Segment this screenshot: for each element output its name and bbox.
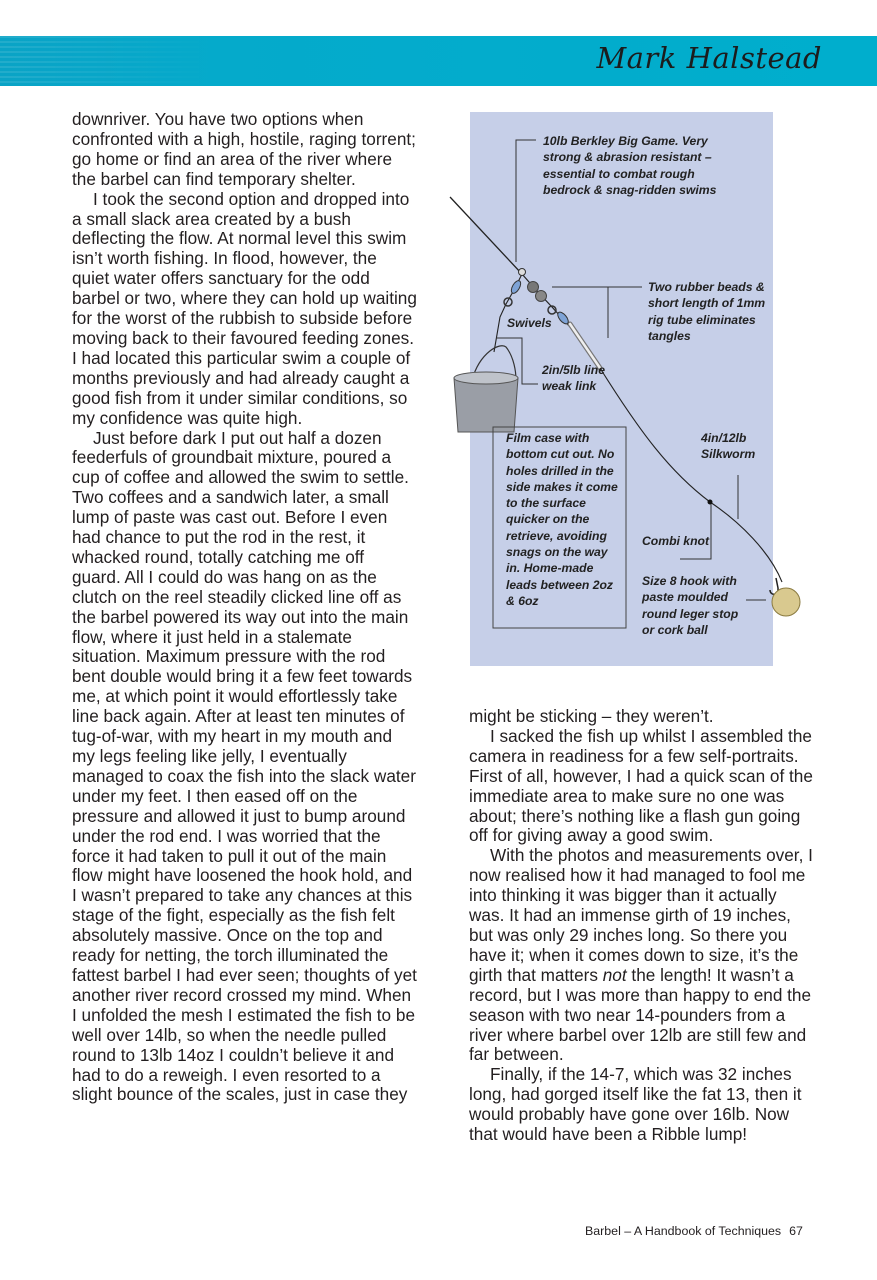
label-film-case: Film case with bottom cut out. No holes drilled in the side makes it come to the surface quicker on the retrieve, avoiding snags on the way in. Home-made leads between 2oz & 6oz [506, 431, 618, 608]
label-hook: Size 8 hook with paste moulded round leger stop or cork ball [642, 574, 739, 637]
emphasis-text: not [602, 964, 627, 985]
book-title: Barbel – A Handbook of Techniques [585, 1224, 782, 1238]
right-text-column [469, 707, 814, 1145]
paragraph: Just before dark I put out half a dozen feederfuls of groundbait mixture, poured a cup of coffee and allowed the swim to settle. Two coffees and a sandwich later, a small lump of paste was cast out. Before I even had chance to put the rod in the rest, it whacked round, totally catching me off guard. All I could do was hang on as the clutch on the reel steadily clicked line off as the barbel powered its way out into the main flow, where it just held in a stalemate situation. Maximum pressure with the rod bent double would bring it a few feet towards me, at which point it would effortlessly take line back again. After at least ten minutes of tug-of-war, with my heart in my mouth and my legs feeling like jelly, I eventually managed to coax the fish into the slack water under my feet. I then eased off on the pressure and allowed it just to bump around under the rod end. I was worried that the force it had taken to pull it out of the main flow might have loosened the hook hold, and I wasn’t prepared to take any chances at this stage of the fight, especially as the fish felt absolutely massive. Once on the top and ready for netting, the torch illuminated the fattest barbel I had ever seen; thoughts of yet another river record crossed my mind. When I unfolded the mesh I estimated the fish to be well over 14lb, so when the needle pulled round to 13lb 14oz I couldn’t believe it and had to do a reweigh. I even resorted to a slight bounce of the scales, just in case they [72, 427, 417, 1105]
label-combi-knot: Combi knot [642, 534, 710, 548]
paragraph [469, 846, 814, 1065]
rig-diagram [470, 112, 773, 666]
banner-stripes [0, 36, 220, 86]
label-swivels: Swivels [507, 316, 552, 330]
label-hooklink: 4in/12lb Silkworm [701, 431, 756, 462]
author-name: Mark Halstead [596, 41, 822, 75]
label-beads: Two rubber beads & short length of 1mm rig tube eliminates tangles [648, 280, 766, 343]
paragraph: might be sticking – they weren’t. [469, 706, 714, 726]
paragraph: I sacked the fish up whilst I assembled the camera in readiness for a few self-portraits. First of all, however, I had a quick scan of the immediate area to make sure no one was about; there’s nothing like a flash gun going off for giving away a good swim. [469, 725, 813, 846]
page-number: 67 [789, 1224, 803, 1238]
label-mainline: 10lb Berkley Big Game. Very strong & abrasion resistant – essential to combat rough bedrock & snag-ridden swims [543, 134, 717, 197]
paragraph-text: the length! It wasn’t a record, but I was more than happy to end the season with two near 14-pounders from a river where barbel over 12lb are still few and far between. [469, 964, 812, 1065]
paragraph: Finally, if the 14-7, which was 32 inches long, had gorged itself like the fat 13, then it would probably have gone over 16lb. Now that would have been a Ribble lump! [469, 1064, 802, 1145]
paragraph: downriver. You have two options when confronted with a high, hostile, raging torrent; go home or find an area of the river where the barbel can find temporary shelter. [72, 109, 416, 189]
paragraph: I took the second option and dropped into a small slack area created by a bush deflecting the flow. At normal level this swim isn’t worth fishing. In flood, however, the quiet water offers sanctuary for the odd barbel or two, where they can hold up waiting for the worst of the rubbish to subside before moving back to their favoured feeding zones. I had located this particular swim a couple of months previously and had already caught a good fish from it under similar conditions, so my confidence was quite high. [72, 188, 417, 428]
left-text-column [72, 110, 417, 1105]
label-weak-link: 2in/5lb line weak link [542, 363, 605, 394]
page-footer [585, 1224, 803, 1238]
header-banner [0, 36, 877, 86]
paragraph-text: With the photos and measurements over, I now realised how it had managed to fool me into thinking it was bigger than it actually was. It had an immense girth of 19 inches, but was only 29 inches long. So there you have it; when it comes down to size, it’s the girth that matters [469, 845, 813, 985]
